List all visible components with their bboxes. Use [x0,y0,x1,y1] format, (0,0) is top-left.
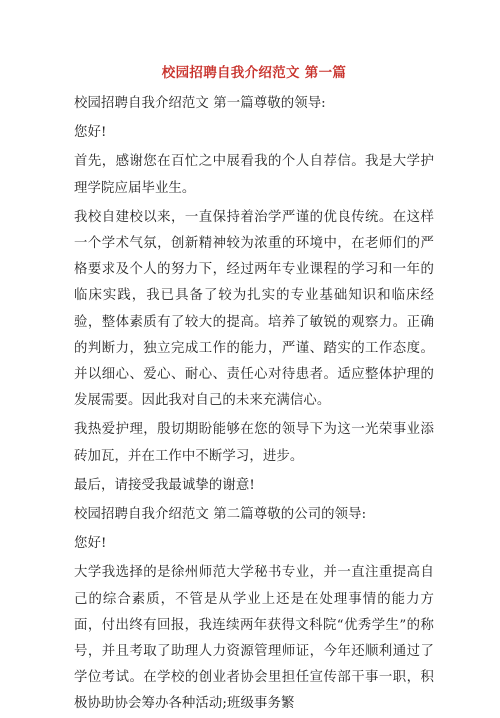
paragraph-thanks: 最后，请接受我最诚挚的谢意! [74,477,255,493]
paragraph-salutation-2: 您好! [74,536,107,552]
paragraph-salutation-1: 您好! [74,125,107,141]
paragraph-greeting-header-1: 校园招聘自我介绍范文 第一篇尊敬的领导: [74,96,326,111]
paragraph-school-background: 我校自建校以来，一直保持着治学严谨的优良传统。在这样一个学术气氛，创新精神较为浓重的环境中，在老师们的严格要求及个人的努力下，经过两年专业课程的学习和一年的临床实践，我已具备了较为扎实的专业基础知识和临床经验，整体素质有了较大的提高。培养了敏锐的观察力。正确的判断力，独立完成工作的能力，严谨、踏实的工作态度。并以细心、爱心、耐心、责任心对待患者。适应整体护理的发展需要。因此我对自己的未来充满信心。 [74,209,434,409]
paragraph-greeting-header-2: 校园招聘自我介绍范文 第二篇尊敬的公司的领导: [74,507,367,523]
paragraph-love-nursing: 我热爱护理，殷切期盼能够在您的领导下为这一光荣事业添砖加瓦，并在工作中不断学习，进步。 [74,422,434,464]
paragraph-intro: 首先，感谢您在百忙之中展看我的个人自荐信。我是大学护理学院应届毕业生。 [74,154,434,196]
paragraph-university-major: 大学我选择的是徐州师范大学秘书专业，并一直注重提高自己的综合素质，不管是从学业上还是在处理事情的能力方面，付出终有回报，我连续两年获得文科院“优秀学生”的称号，并且考取了助理人力资源管理师证，今年还顺利通过了学位考试。在学校的创业者协会里担任宣传部干事一职，积极协助协会筹办各种活动;班级事务繁 [74,565,434,712]
document-title: 校园招聘自我介绍范文 第一篇 [161,65,347,81]
